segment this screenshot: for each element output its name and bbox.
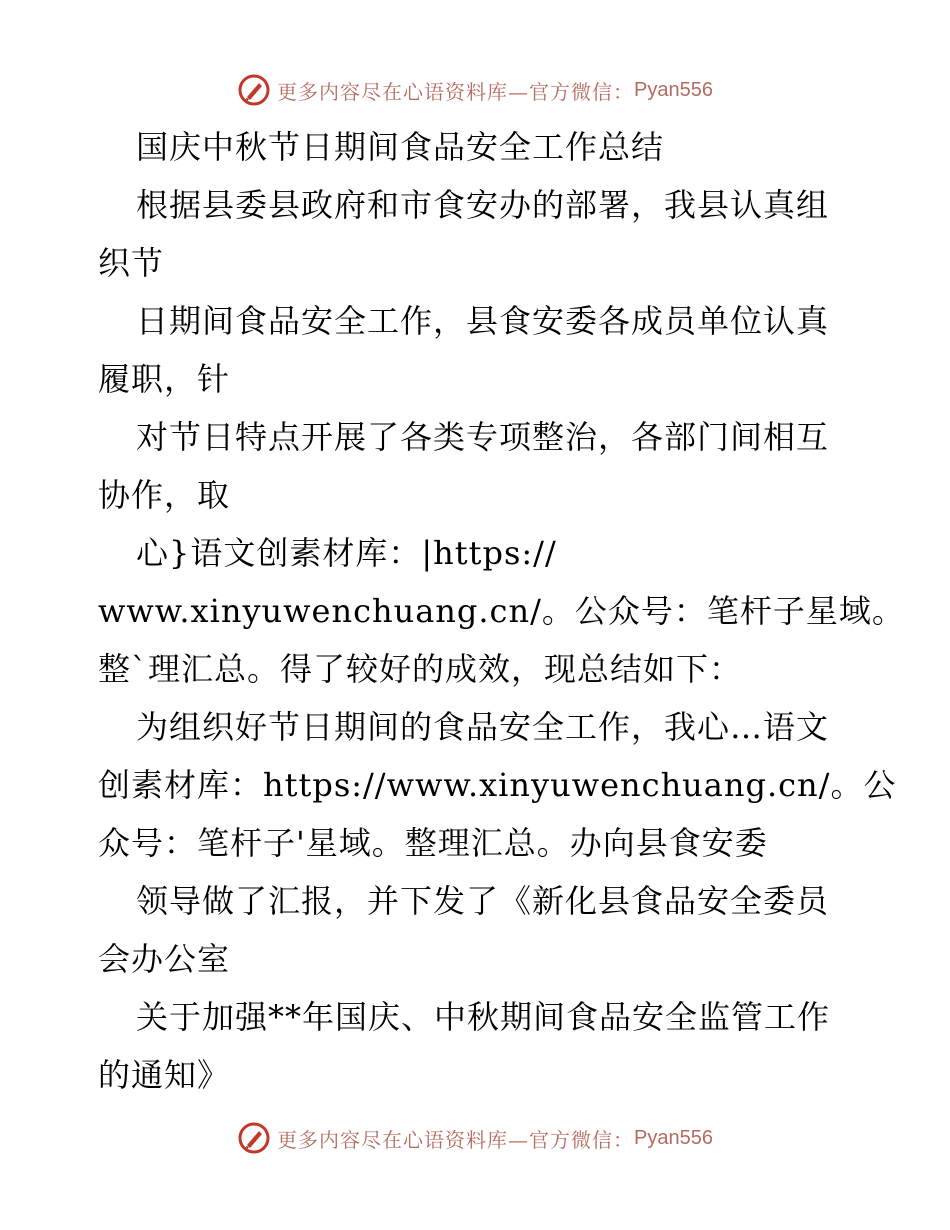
footer-banner-text: 更多内容尽在心语资料库—官方微信： (277, 1127, 635, 1152)
paragraph-line: 履职，针 (98, 360, 231, 398)
paragraph-line: 领导做了汇报，并下发了《新化县食品安全委员 (136, 882, 830, 920)
paragraph-line: 对节日特点开展了各类专项整治，各部门间相互 (136, 418, 830, 456)
footer-banner-handle: Pyan556 (634, 1126, 713, 1149)
paragraph-line: 日期间食品安全工作，县食安委各成员单位认真 (136, 302, 830, 340)
header-banner-text: 更多内容尽在心语资料库—官方微信： (277, 79, 635, 104)
paragraph-line: 为组织好节日期间的食品安全工作，我心…语文 (136, 708, 830, 746)
paragraph-line: 众号：笔杆子'星域。整理汇总。办向县食安委 (98, 824, 768, 862)
header-banner-handle: Pyan556 (634, 78, 713, 101)
pen-logo-icon (237, 73, 271, 107)
paragraph-line: 整`理汇总。得了较好的成效，现总结如下： (98, 650, 743, 688)
paragraph-line: 协作，取 (98, 476, 231, 514)
paragraph-line: 创素材库：https://www.xinyuwenchuang.cn/。公 (98, 766, 897, 804)
footer-banner (0, 1118, 950, 1158)
paragraph-line: 织节 (98, 244, 165, 282)
document-title: 国庆中秋节日期间食品安全工作总结 (136, 128, 665, 166)
paragraph-line: 根据县委县政府和市食安办的部署，我县认真组 (136, 186, 830, 224)
paragraph-line: 的通知》 (98, 1056, 231, 1094)
paragraph-line: 心}语文创素材库：|https:// (136, 534, 557, 572)
header-banner (0, 70, 950, 110)
pen-logo-icon (237, 1121, 271, 1155)
document-body (98, 118, 905, 1104)
paragraph-line: 关于加强**年国庆、中秋期间食品安全监管工作 (136, 998, 831, 1036)
paragraph-line: 会办公室 (98, 940, 231, 978)
paragraph-line: www.xinyuwenchuang.cn/。公众号：笔杆子星域。 (98, 592, 905, 630)
